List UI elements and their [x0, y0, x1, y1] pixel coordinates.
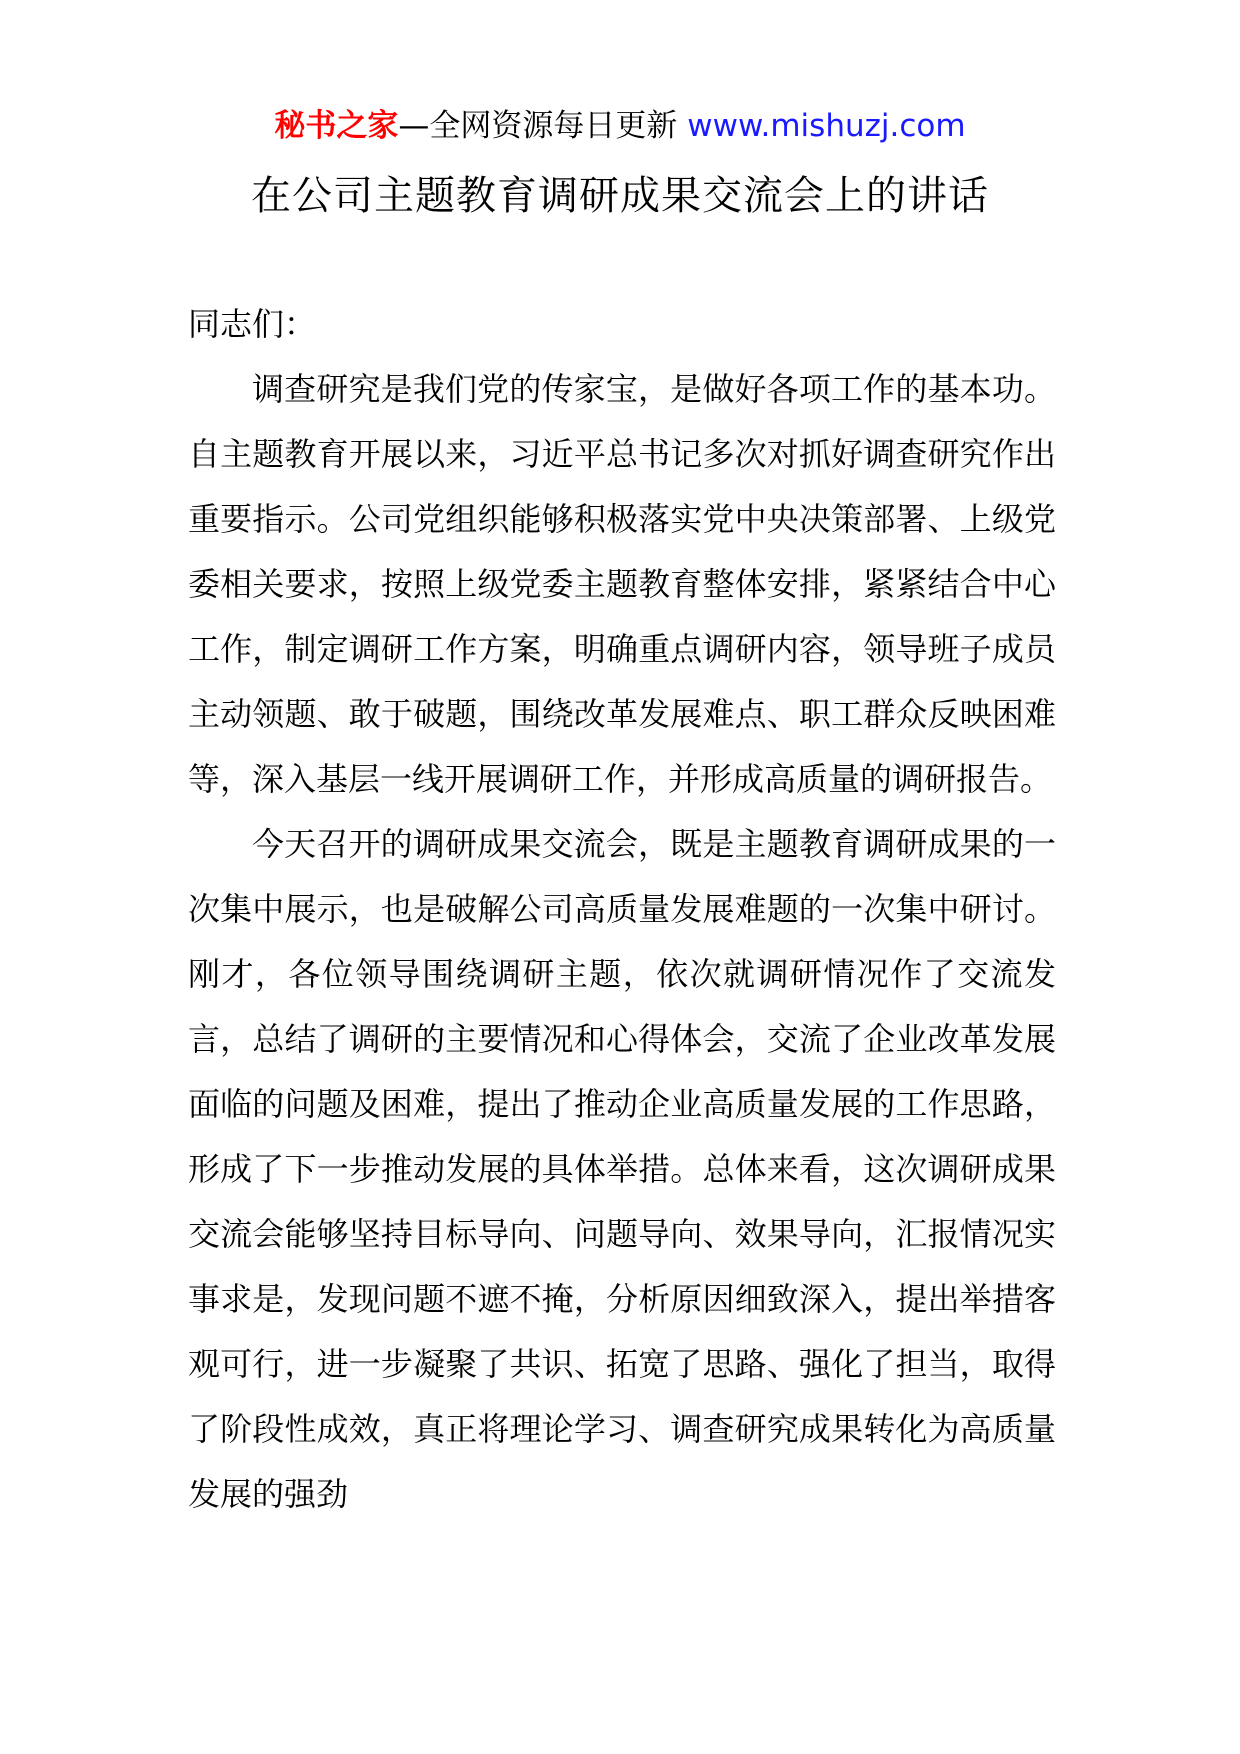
- document-body: [188, 292, 1056, 1527]
- brand-name: 秘书之家: [274, 108, 399, 144]
- paragraph-1: 调查研究是我们党的传家宝，是做好各项工作的基本功。自主题教育开展以来，习近平总书记多次对抓好调查研究作出重要指示。公司党组织能够积极落实党中央决策部署、上级党委相关要求，按照上级党委主题教育整体安排，紧紧结合中心工作，制定调研工作方案，明确重点调研内容，领导班子成员主动领题、敢于破题，围绕改革发展难点、职工群众反映困难等，深入基层一线开展调研工作，并形成高质量的调研报告。: [188, 370, 1056, 798]
- document-title: 在公司主题教育调研成果交流会上的讲话: [251, 173, 989, 219]
- site-header: [0, 104, 1240, 148]
- salutation: 同志们：: [188, 305, 317, 343]
- paragraph-2: 今天召开的调研成果交流会，既是主题教育调研成果的一次集中展示，也是破解公司高质量发展难题的一次集中研讨。刚才，各位领导围绕调研主题，依次就调研情况作了交流发言，总结了调研的主要情况和心得体会，交流了企业改革发展面临的问题及困难，提出了推动企业高质量发展的工作思路，形成了下一步推动发展的具体举措。总体来看，这次调研成果交流会能够坚持目标导向、问题导向、效果导向，汇报情况实事求是，发现问题不遮不掩，分析原因细致深入，提出举措客观可行，进一步凝聚了共识、拓宽了思路、强化了担当，取得了阶段性成效，真正将理论学习、调查研究成果转化为高质量发展的强劲: [188, 825, 1056, 1513]
- header-slogan: —全网资源每日更新: [398, 108, 688, 144]
- site-url-link[interactable]: www.mishuzj.com: [687, 108, 966, 144]
